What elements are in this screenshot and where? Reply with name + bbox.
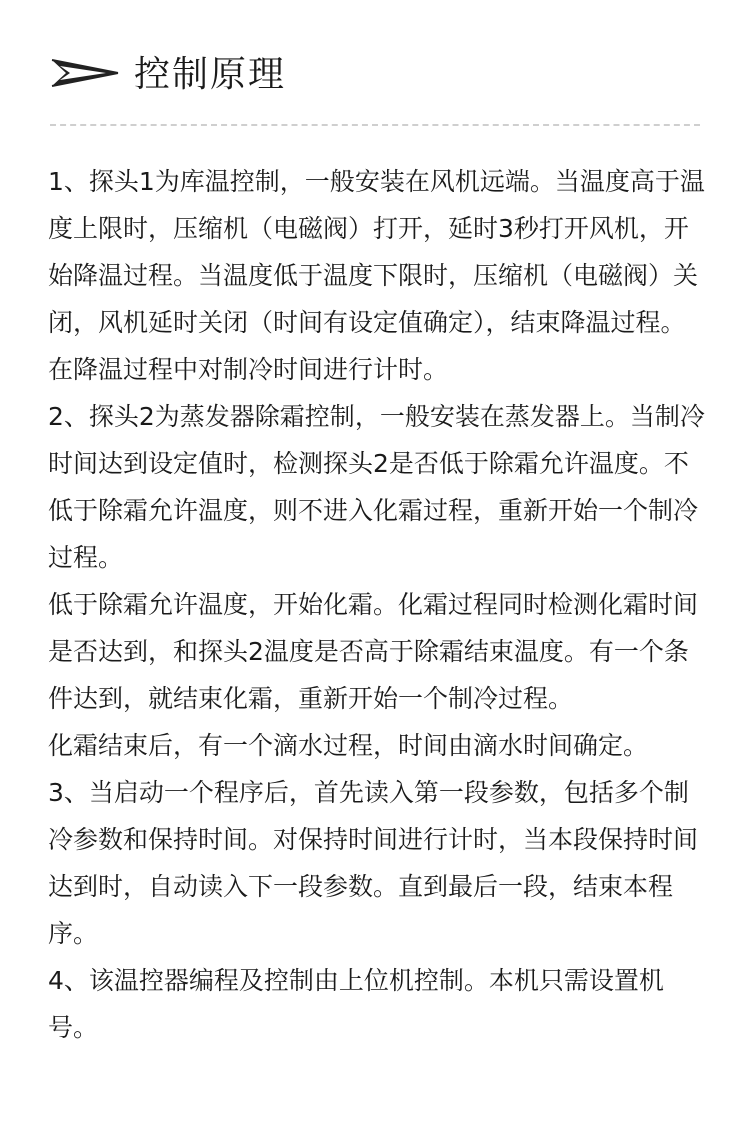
section-header: [50, 50, 700, 102]
content-body: [48, 158, 708, 1051]
page-title: 控制原理: [134, 54, 287, 95]
paragraph-4: 低于除霜允许温度，开始化霜。化霜过程同时检测化霜时间是否达到，和探头2温度是否高于除霜结束温度。有一个条件达到，就结束化霜，重新开始一个制冷过程。: [48, 590, 699, 713]
paragraph-2: 在降温过程中对制冷时间进行计时。: [48, 355, 449, 384]
paragraph-5: 化霜结束后，有一个滴水过程，时间由滴水时间确定。: [48, 731, 649, 760]
paragraph-7: 4、该温控器编程及控制由上位机控制。本机只需设置机号。: [48, 966, 664, 1042]
paragraph-1: 1、探头1为库温控制，一般安装在风机远端。当温度高于温度上限时，压缩机（电磁阀）打开，延时3秒打开风机，开始降温过程。当温度低于温度下限时，压缩机（电磁阀）关闭，风机延时关闭（时间有设定值确定），结束降温过程。: [48, 167, 705, 337]
paper-plane-icon: [50, 56, 120, 90]
paragraph-3: 2、探头2为蒸发器除霜控制，一般安装在蒸发器上。当制冷时间达到设定值时，检测探头2是否低于除霜允许温度。不低于除霜允许温度，则不进入化霜过程，重新开始一个制冷过程。: [48, 402, 705, 572]
dashed-divider: [50, 124, 700, 126]
paragraph-6: 3、当启动一个程序后，首先读入第一段参数，包括多个制冷参数和保持时间。对保持时间进行计时，当本段保持时间达到时，自动读入下一段参数。直到最后一段，结束本程序。: [48, 778, 699, 948]
